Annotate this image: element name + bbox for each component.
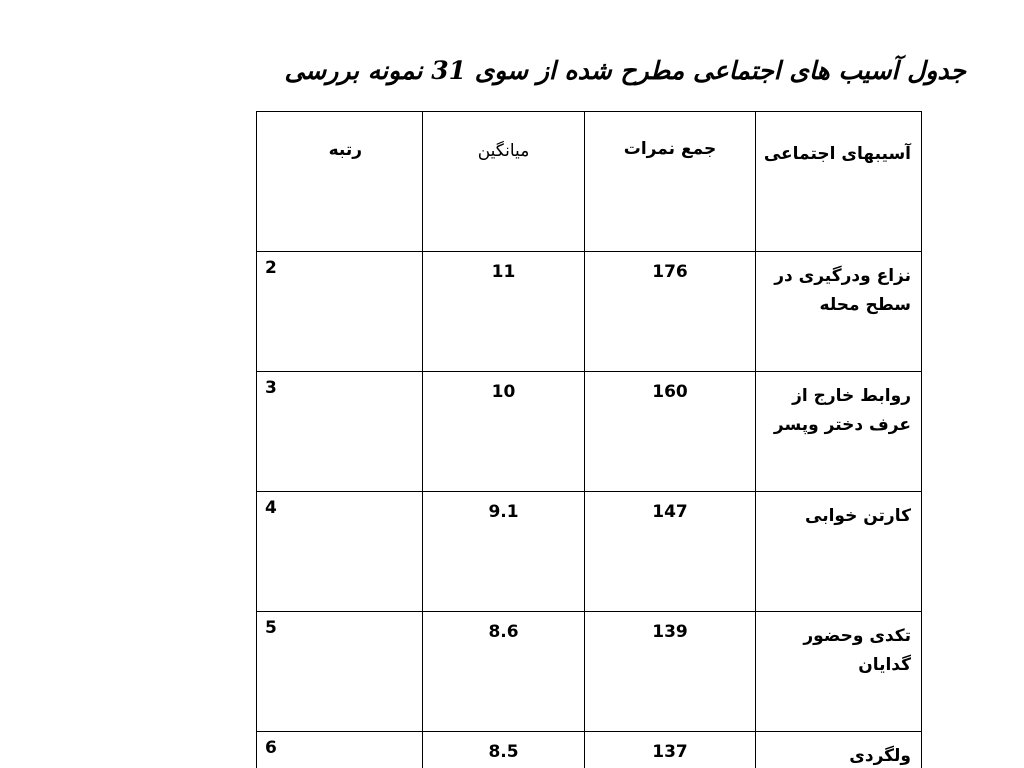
rank-value: 3	[257, 372, 423, 492]
harm-name: تکدی وحضور گدایان	[756, 612, 922, 732]
rank-value: 2	[257, 252, 423, 372]
slide-title: جدول آسیب های اجتماعی مطرح شده از سوی 31 نمونه بررسی	[284, 56, 966, 85]
harm-name: نزاع ودرگیری در سطح محله	[756, 252, 922, 372]
social-harms-table	[256, 111, 922, 768]
header-rank: رتبه	[257, 112, 423, 252]
total-score: 147	[585, 492, 756, 612]
header-total-score: جمع نمرات	[585, 112, 756, 252]
header-average: میانگین	[423, 112, 585, 252]
harm-name: روابط خارج از عرف دختر وپسر	[756, 372, 922, 492]
total-score: 137	[585, 732, 756, 768]
table-row	[257, 732, 922, 768]
header-social-harms: آسیبهای اجتماعی	[756, 112, 922, 252]
harm-name: ولگردی	[756, 732, 922, 768]
average-score: 9.1	[423, 492, 585, 612]
total-score: 139	[585, 612, 756, 732]
table-row	[257, 612, 922, 732]
table-row	[257, 252, 922, 372]
rank-value: 6	[257, 732, 423, 768]
average-score: 10	[423, 372, 585, 492]
harm-name: کارتن خوابی	[756, 492, 922, 612]
average-score: 8.6	[423, 612, 585, 732]
table-row	[257, 372, 922, 492]
rank-value: 4	[257, 492, 423, 612]
average-score: 11	[423, 252, 585, 372]
total-score: 176	[585, 252, 756, 372]
table-header-row	[257, 112, 922, 252]
total-score: 160	[585, 372, 756, 492]
table-row	[257, 492, 922, 612]
rank-value: 5	[257, 612, 423, 732]
average-score: 8.5	[423, 732, 585, 768]
